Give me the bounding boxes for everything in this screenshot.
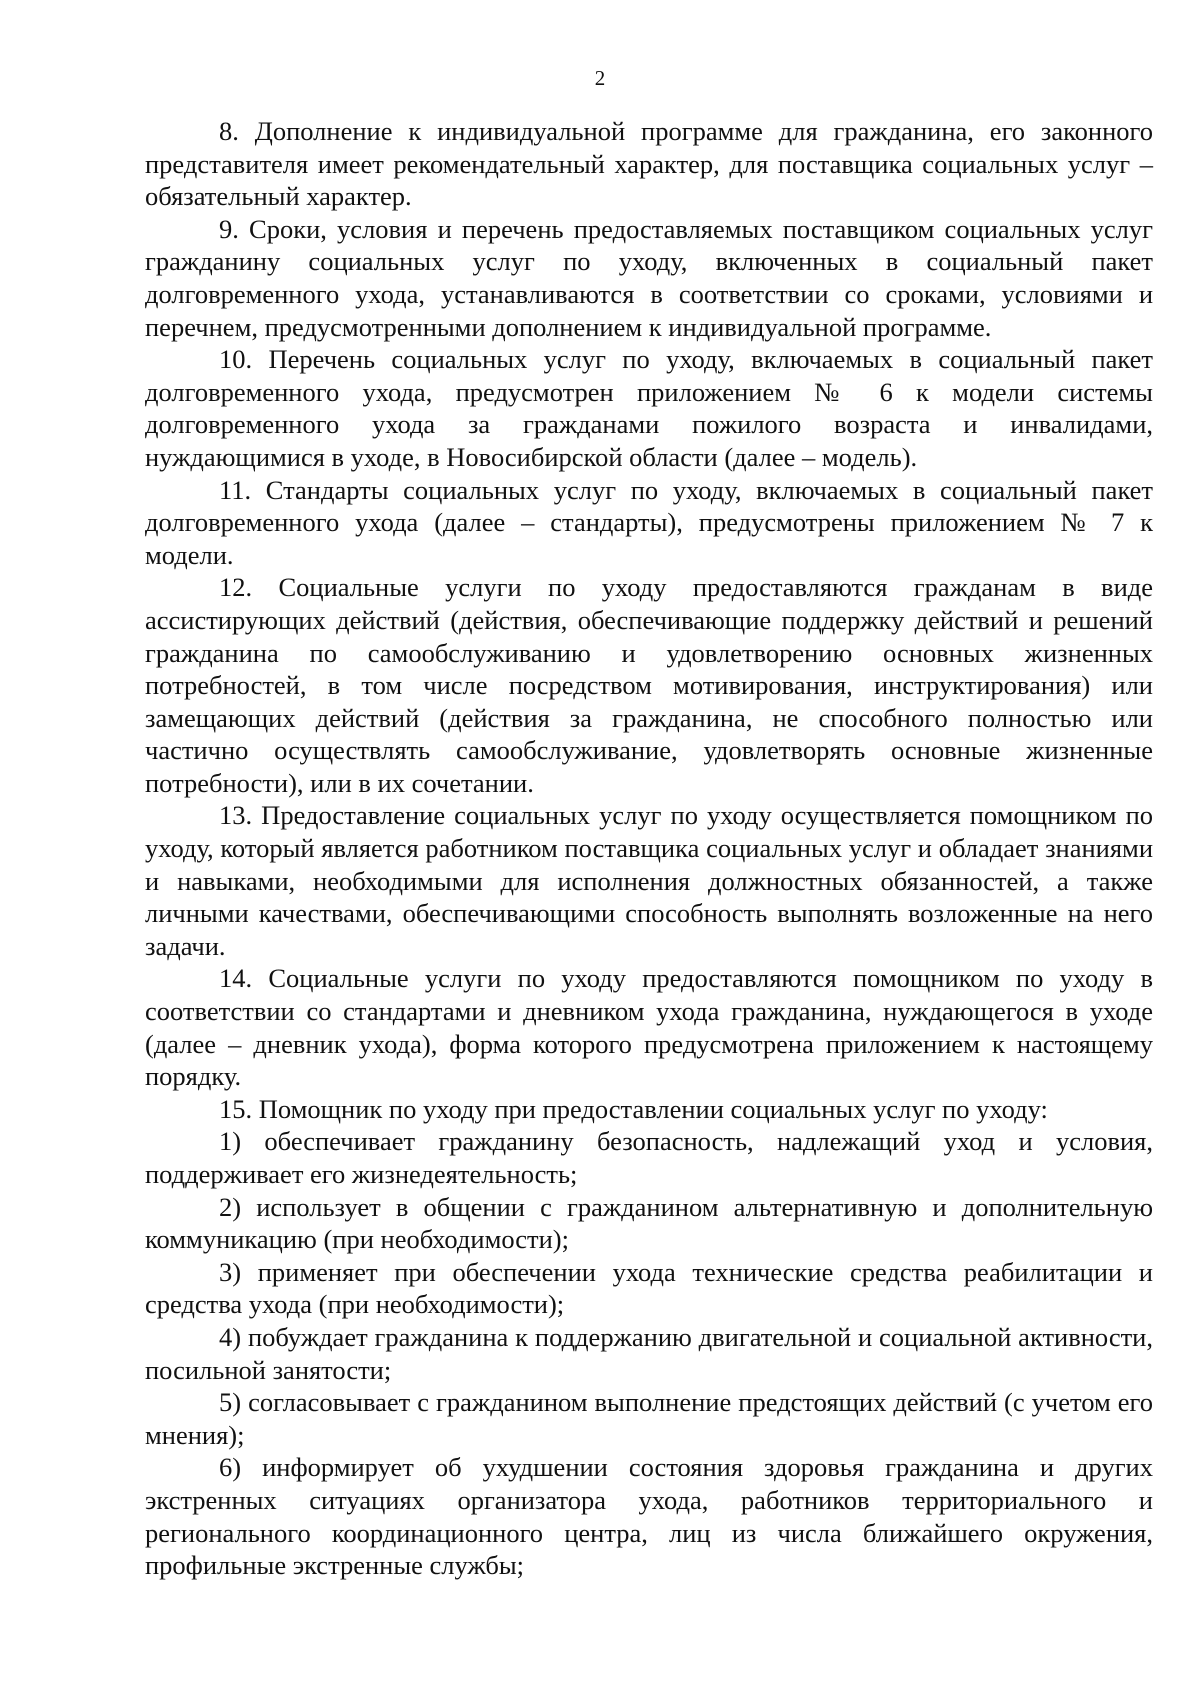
paragraph-item-13: 13. Предоставление социальных услуг по уходу осуществляется помощником по уходу, который является работником поставщика социальных услуг и обладает знаниями и навыками, необходимыми для исполнения должностных обязанностей, а также личными качествами, обеспечивающими способность выполнять возложенные на него задачи. [145,800,1153,961]
subitem-4: 4) побуждает гражданина к поддержанию двигательной и социальной активности, посильной занятости; [145,1321,1153,1385]
subitem-1: 1) обеспечивает гражданину безопасность, надлежащий уход и условия, поддерживает его жизнедеятельность; [145,1126,1153,1189]
page-number: 2 [594,66,606,90]
subitem-5: 5) согласовывает с гражданином выполнение предстоящих действий (с учетом его мнения); [145,1387,1153,1450]
paragraph-item-12: 12. Социальные услуги по уходу предоставляются гражданам в виде ассистирующих действий (действия, обеспечивающие поддержку действий и решений гражданина по самообслуживанию и удовлетворению основных жизненных потребностей, в том числе посредством мотивирования, инструктирования) или замещающих действий (действия за гражданина, не способного полностью или частично осуществлять самообслуживание, удовлетворять основные жизненные потребности), или в их сочетании. [145,572,1153,798]
paragraph-item-11: 11. Стандарты социальных услуг по уходу, включаемых в социальный пакет долговременного ухода (далее – стандарты), предусмотрены приложением № 7 к модели. [145,474,1153,570]
paragraph-item-14: 14. Социальные услуги по уходу предоставляются помощником по уходу в соответствии со стандартами и дневником ухода гражданина, нуждающегося в уходе (далее – дневник ухода), форма которого предусмотрена приложением к настоящему порядку. [145,963,1153,1092]
document-body [145,115,1153,1582]
subitem-2: 2) использует в общении с гражданином альтернативную и дополнительную коммуникацию (при необходимости); [145,1191,1153,1255]
paragraph-item-9: 9. Сроки, условия и перечень предоставляемых поставщиком социальных услуг гражданину социальных услуг по уходу, включенных в социальный пакет долговременного ухода, устанавливаются в соответствии со сроками, условиями и перечнем, предусмотренными дополнением к индивидуальной программе. [145,213,1153,342]
subitem-6: 6) информирует об ухудшении состояния здоровья гражданина и других экстренных ситуациях организатора ухода, работников территориального и регионального координационного центра, лиц из числа ближайшего окружения, профильные экстренные службы; [145,1452,1153,1581]
paragraph-item-8: 8. Дополнение к индивидуальной программе для гражданина, его законного представителя имеет рекомендательный характер, для поставщика социальных услуг – обязательный характер. [145,116,1153,212]
paragraph-item-15: 15. Помощник по уходу при предоставлении социальных услуг по уходу: [219,1093,1048,1124]
paragraph-item-10: 10. Перечень социальных услуг по уходу, включаемых в социальный пакет долговременного ухода, предусмотрен приложением № 6 к модели системы долговременного ухода за гражданами пожилого возраста и инвалидами, нуждающимися в уходе, в Новосибирской области (далее – модель). [145,344,1153,472]
subitem-3: 3) применяет при обеспечении ухода технические средства реабилитации и средства ухода (при необходимости); [145,1256,1153,1320]
